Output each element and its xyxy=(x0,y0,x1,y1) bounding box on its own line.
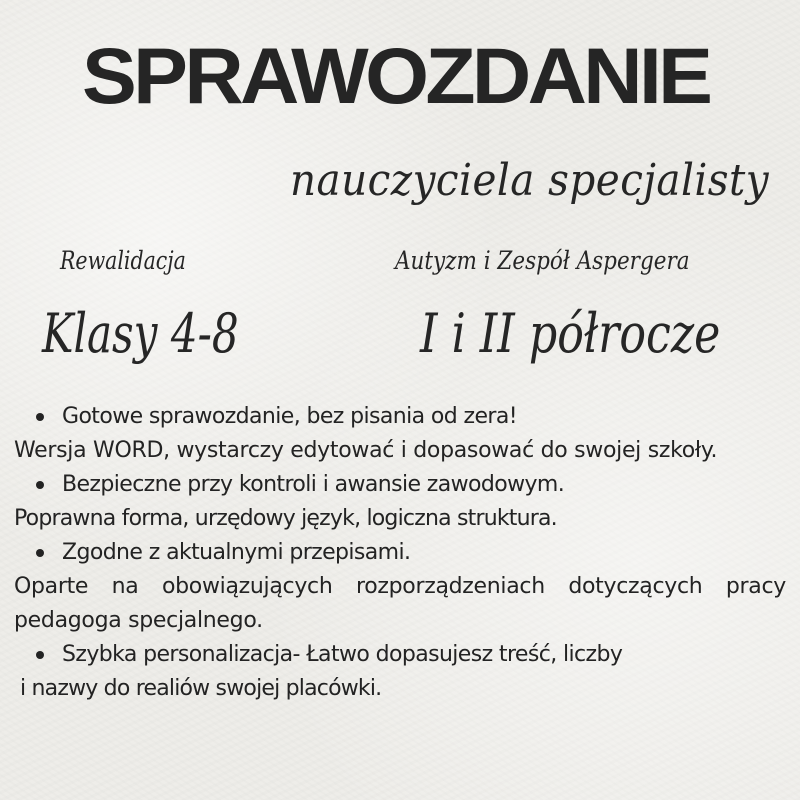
subtitle: nauczyciela specjalisty xyxy=(290,155,770,206)
tag-rewalidacja: Rewalidacja xyxy=(60,246,186,275)
feature-bullet xyxy=(14,536,786,570)
feature-description: i nazwy do realiów swojej placówki. xyxy=(20,676,382,701)
tag-autism-asperger: Autyzm i Zespół Aspergera xyxy=(395,246,690,275)
bullet-dot-icon xyxy=(36,481,44,489)
feature-title: Bezpieczne przy kontroli i awansie zawodowym. xyxy=(62,472,565,497)
grades-label: Klasy 4-8 xyxy=(42,302,239,365)
page-title: SPRAWOZDANIE xyxy=(82,31,710,120)
bullet-dot-icon xyxy=(36,651,44,659)
feature-bullet xyxy=(14,400,786,434)
feature-title: Szybka personalizacja- Łatwo dopasujesz treść, liczby xyxy=(62,642,623,667)
feature-list xyxy=(14,400,786,706)
feature-title: Gotowe sprawozdanie, bez pisania od zera! xyxy=(62,404,517,429)
feature-description: Wersja WORD, wystarczy edytować i dopasować do swojej szkoły. xyxy=(14,438,718,463)
feature-bullet xyxy=(14,468,786,502)
semester-label: I i II półrocze xyxy=(420,302,721,365)
feature-title: Zgodne z aktualnymi przepisami. xyxy=(62,540,411,565)
feature-description: Oparte na obowiązujących rozporządzeniach dotyczących pracy pedagoga specjalnego. xyxy=(14,574,786,633)
feature-description: Poprawna forma, urzędowy język, logiczna struktura. xyxy=(14,506,557,531)
feature-bullet xyxy=(14,638,786,672)
bullet-dot-icon xyxy=(36,413,44,421)
bullet-dot-icon xyxy=(36,549,44,557)
